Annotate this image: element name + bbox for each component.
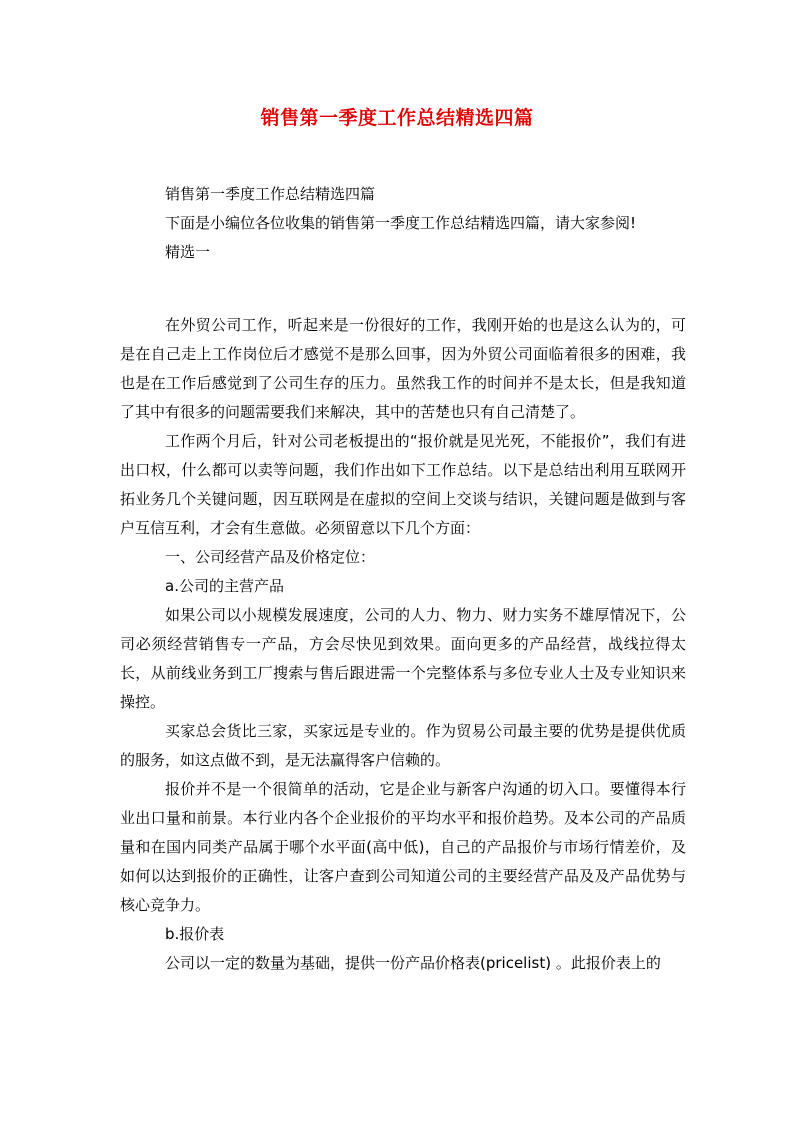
section-heading: 一、公司经营产品及价格定位： <box>165 548 376 566</box>
subsection-heading: a.公司的主营产品 <box>165 577 284 595</box>
paragraph: 工作两个月后，针对公司老板提出的“报价就是见光死，不能报价”，我们有进出口权，什么都可以卖等问题，我们作出如下工作总结。以下是总结出利用互联网开拓业务几个关键问题，因互联网是在虚拟的空间上交谈与结识，关键问题是做到与客户互信互利，才会有生意做。必须留意以下几个方面： <box>120 432 686 537</box>
document-body <box>120 180 686 978</box>
paragraph: 报价并不是一个很简单的活动，它是企业与新客户沟通的切入口。要懂得本行业出口量和前景。本行业内各个企业报价的平均水平和报价趋势。及本公司的产品质量和在国内同类产品属于哪个水平面(高中低)，自己的产品报价与市场行情差价，及如何以达到报价的正确性，让客户查到公司知道公司的主要经营产品及及产品优势与核心竞争力。 <box>120 780 686 914</box>
paragraph: 买家总会货比三家，买家远是专业的。作为贸易公司最主要的优势是提供优质的服务，如这点做不到，是无法赢得客户信赖的。 <box>120 722 686 769</box>
subsection-heading: b.报价表 <box>165 925 225 943</box>
document-title: 销售第一季度工作总结精选四篇 <box>260 107 534 129</box>
intro-line: 下面是小编位各位收集的销售第一季度工作总结精选四篇，请大家参阅! <box>165 214 637 232</box>
section-spacer <box>120 267 686 311</box>
paragraph: 公司以一定的数量为基础，提供一份产品价格表(pricelist) 。此报价表上的 <box>165 954 661 972</box>
subtitle-line: 销售第一季度工作总结精选四篇 <box>165 185 376 203</box>
paragraph: 在外贸公司工作，听起来是一份很好的工作，我刚开始的也是这么认为的，可是在自己走上工作岗位后才感觉不是那么回事，因为外贸公司面临着很多的困难，我也是在工作后感觉到了公司生存的压力。虽然我工作的时间并不是太长，但是我知道了其中有很多的问题需要我们来解决，其中的苦楚也只有自己清楚了。 <box>120 316 686 421</box>
section-label: 精选一 <box>165 243 211 261</box>
paragraph: 如果公司以小规模发展速度，公司的人力、物力、财力实务不雄厚情况下，公司必须经营销售专一产品，方会尽快见到效果。面向更多的产品经营，战线拉得太长，从前线业务到工厂搜索与售后跟进需一个完整体系与多位专业人士及专业知识来操控。 <box>120 606 686 711</box>
